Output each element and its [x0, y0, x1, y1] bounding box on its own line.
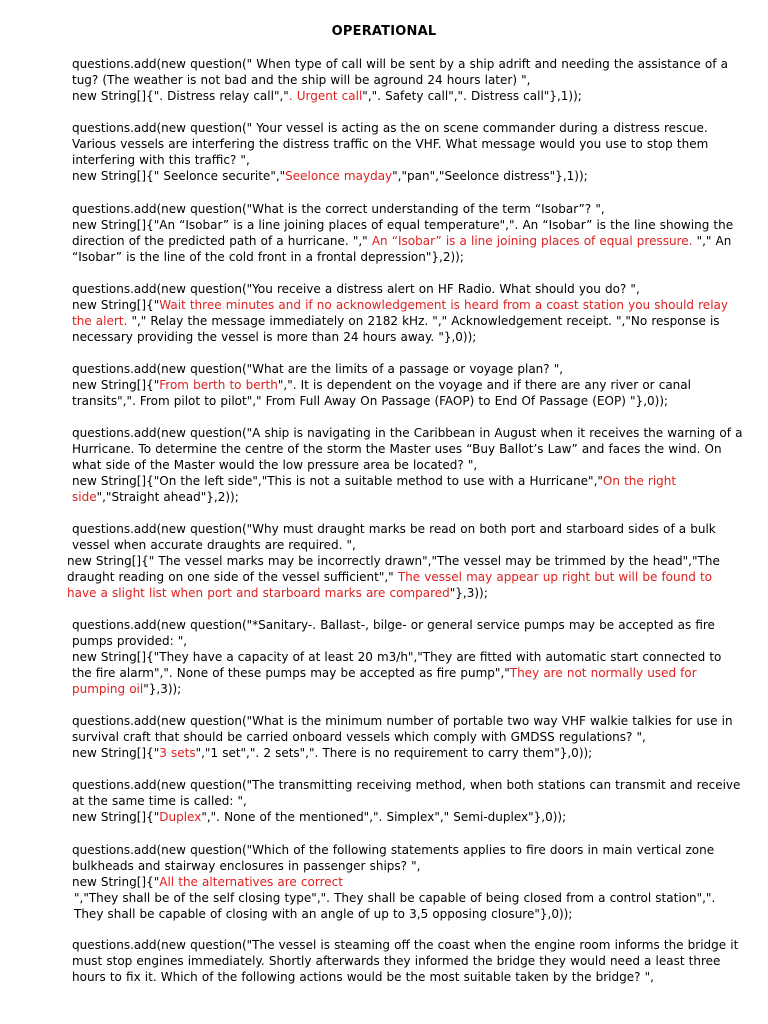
- correct-answer-text: An “Isobar” is a line joining places of equal pressure.: [367, 234, 697, 248]
- question-entry: [27, 521, 743, 601]
- text-segment: new String[]{": [72, 875, 160, 889]
- question-entry: [27, 56, 743, 104]
- answer-options: [27, 88, 743, 104]
- text-segment: new String[]{". Distress relay call",": [72, 89, 289, 103]
- question-entry: [27, 361, 743, 409]
- correct-answer-text: The vessel may appear up right but will be found to have a slight list when port and starboard marks are compared: [67, 570, 713, 600]
- question-entry: [27, 201, 743, 265]
- text-segment: new String[]{" Seelonce securite",": [72, 169, 286, 183]
- text-segment: questions.add(new question("A ship is navigating in the Caribbean in August when it receives the warning of a Hurricane. To determine the centre of the storm the Master uses “Buy Ballot’s Law” and faces the wind. On what side of the Master would the low pressure area be located? ",: [72, 426, 743, 472]
- text-segment: ",". None of the mentioned",". Simplex"," Semi-duplex"},0));: [201, 810, 567, 824]
- correct-answer-text: Wait three minutes and if no acknowledgement is heard from a coast station you should relay the alert.: [72, 298, 728, 328]
- question-text: [27, 521, 743, 553]
- correct-answer-text: They are not normally used for pumping oil: [72, 666, 697, 696]
- text-segment: new String[]{" The vessel marks may be incorrectly drawn","The vessel may be trimmed by the head","The draught reading on one side of the vessel sufficient",": [67, 554, 720, 584]
- text-segment: "},3));: [449, 586, 488, 600]
- question-entry: [27, 713, 743, 761]
- text-segment: questions.add(new question(" When type of call will be sent by a ship adrift and needing the assistance of a tug? (The weather is not bad and the ship will be aground 24 hours later) ",: [72, 57, 728, 87]
- text-segment: "},3));: [143, 682, 182, 696]
- answer-options-continued: [27, 890, 743, 922]
- question-entry: [27, 937, 743, 985]
- correct-answer-text: All the alternatives are correct: [159, 875, 343, 889]
- text-segment: ","Straight ahead"},2));: [96, 490, 239, 504]
- question-entry: [27, 842, 743, 922]
- text-segment: questions.add(new question("What are the limits of a passage or voyage plan? ",: [72, 362, 564, 376]
- question-entry: [27, 617, 743, 697]
- text-segment: new String[]{": [72, 810, 160, 824]
- text-segment: "," An “Isobar” is the line of the cold front in a frontal depression"},2));: [72, 234, 732, 264]
- answer-options: [27, 217, 743, 265]
- question-text: [27, 937, 743, 985]
- text-segment: questions.add(new question("What is the minimum number of portable two way VHF walkie talkies for use in survival craft that should be carried onboard vessels which comply with GMDSS regulations? ",: [72, 714, 733, 744]
- text-segment: questions.add(new question("Which of the following statements applies to fire doors in main vertical zone bulkheads and stairway enclosures in passenger ships? ",: [72, 843, 715, 873]
- question-entry: [27, 425, 743, 505]
- question-text: [27, 713, 743, 745]
- text-segment: ","1 set",". 2 sets",". There is no requirement to carry them"},0));: [195, 746, 593, 760]
- text-segment: new String[]{": [72, 378, 160, 392]
- answer-options: [27, 297, 743, 345]
- correct-answer-text: . Urgent call: [288, 89, 363, 103]
- question-text: [27, 361, 743, 377]
- answer-options: [27, 553, 743, 601]
- text-segment: ","They shall be of the self closing type",". They shall be capable of being closed from a control station",". They shall be capable of closing with an angle of up to 3,5 opposing closure"},0));: [74, 891, 716, 921]
- answer-options: [27, 473, 743, 505]
- text-segment: questions.add(new question("What is the correct understanding of the term “Isobar”? ",: [72, 202, 605, 216]
- answer-options: [27, 377, 743, 409]
- question-text: [27, 777, 743, 809]
- correct-answer-text: From berth to berth: [159, 378, 278, 392]
- text-segment: questions.add(new question("*Sanitary-. Ballast-, bilge- or general service pumps may be accepted as fire pumps provided: ",: [72, 618, 715, 648]
- answer-options: [27, 168, 743, 184]
- answer-options: [27, 874, 743, 890]
- question-text: [27, 617, 743, 649]
- page-title: OPERATIONAL: [331, 24, 437, 39]
- text-segment: ",". It is dependent on the voyage and if there are any river or canal transits",". From pilot to pilot"," From Full Away On Passage (FAOP) to End Of Passage (EOP) "},0));: [72, 378, 691, 408]
- answer-options: [27, 649, 743, 697]
- text-segment: new String[]{"They have a capacity of at least 20 m3/h","They are fitted with automatic start connected to the fire alarm",". None of these pumps may be accepted as fire pump",": [72, 650, 722, 680]
- question-entry: [27, 120, 743, 184]
- text-segment: new String[]{"An “Isobar” is a line joining places of equal temperature",". An “Isobar” is the line showing the direction of the predicted path of a hurricane. ",": [72, 218, 734, 248]
- correct-answer-text: Duplex: [159, 810, 202, 824]
- question-text: [27, 281, 743, 297]
- text-segment: new String[]{"On the left side","This is not a suitable method to use with a Hurricane",": [72, 474, 603, 488]
- text-segment: questions.add(new question(" Your vessel is acting as the on scene commander during a distress rescue. Various vessels are interfering the distress traffic on the VHF. What message would you use to stop them interfering with this traffic? ",: [72, 121, 709, 167]
- text-segment: ",". Safety call",". Distress call"},1));: [362, 89, 582, 103]
- question-text: [27, 425, 743, 473]
- text-segment: "," Relay the message immediately on 2182 kHz. "," Acknowledgement receipt. ","No response is necessary providing the vessel is more than 24 hours away. "},0));: [72, 314, 720, 344]
- answer-options: [27, 809, 743, 825]
- text-segment: questions.add(new question("You receive a distress alert on HF Radio. What should you do? ",: [72, 282, 640, 296]
- correct-answer-text: On the right side: [72, 474, 677, 504]
- correct-answer-text: Seelonce mayday: [285, 169, 393, 183]
- text-segment: ","pan","Seelonce distress"},1));: [392, 169, 588, 183]
- text-segment: questions.add(new question("The transmitting receiving method, when both stations can transmit and receive at the same time is called: ",: [72, 778, 741, 808]
- question-text: [27, 201, 743, 217]
- question-entry: [27, 777, 743, 825]
- question-text: [27, 120, 743, 168]
- question-text: [27, 842, 743, 874]
- text-segment: questions.add(new question("The vessel is steaming off the coast when the engine room informs the bridge it must stop engines immediately. Shortly afterwards they informed the bridge they would need a least three hours to fix it. Which of the following actions would be the most suitable taken by the bridge? ",: [72, 938, 739, 984]
- answer-options: [27, 745, 743, 761]
- text-segment: new String[]{": [72, 746, 160, 760]
- text-segment: new String[]{": [72, 298, 160, 312]
- question-text: [27, 56, 743, 88]
- question-entry: [27, 281, 743, 345]
- correct-answer-text: 3 sets: [159, 746, 196, 760]
- text-segment: questions.add(new question("Why must draught marks be read on both port and starboard sides of a bulk vessel when accurate draughts are required. ",: [72, 522, 716, 552]
